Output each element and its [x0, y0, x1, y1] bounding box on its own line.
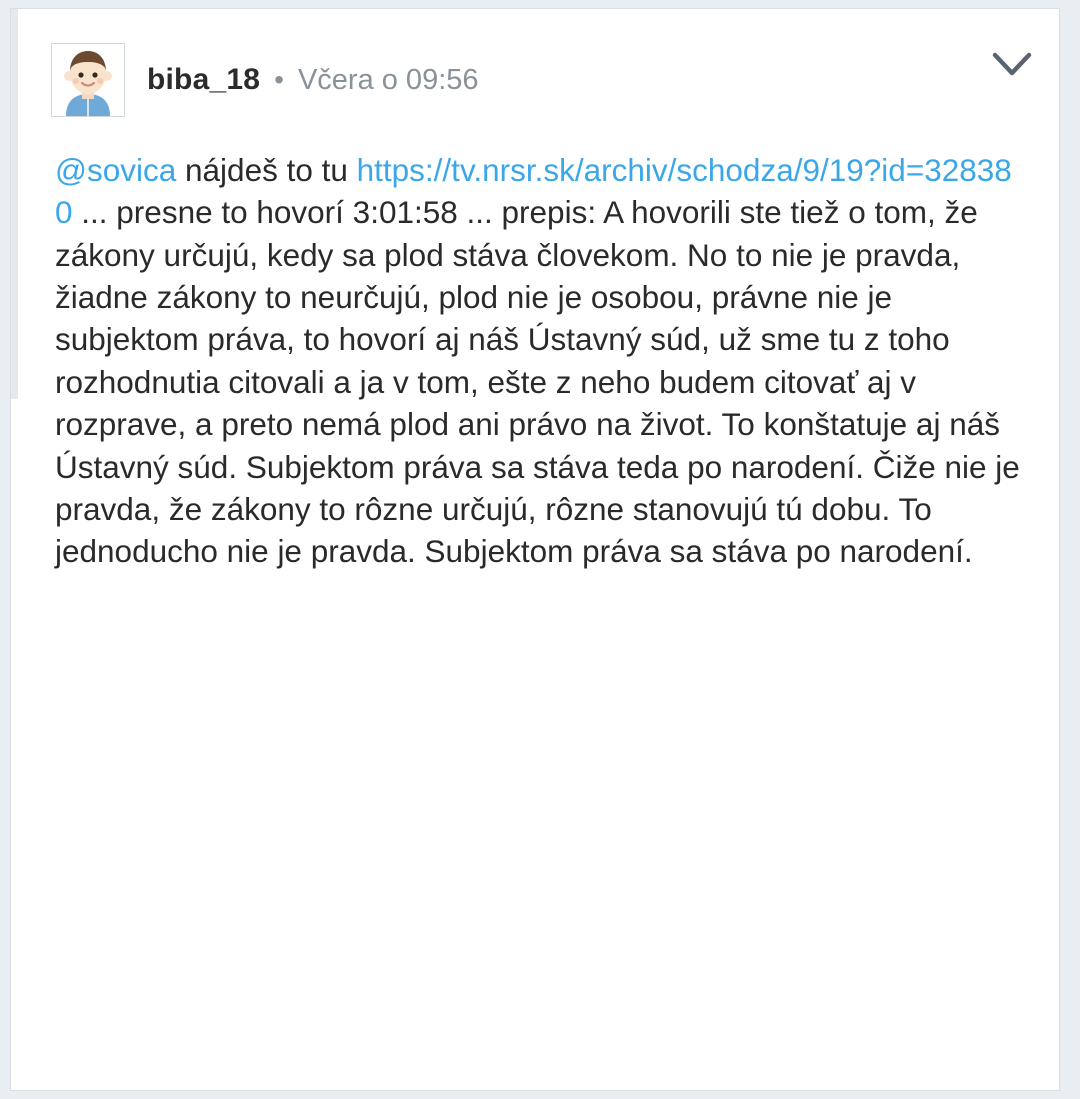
quote-accent-bar — [11, 9, 18, 399]
external-link[interactable]: https://tv.nrsr.sk/archiv/schodza/9/19?id=328380 — [55, 152, 1012, 231]
post-text-main: ... presne to hovorí 3:01:58 ... prepis: A hovorili ste tiež o tom, že zákony určujú, kedy sa plod stáva človekom. No to nie je pravda, žiadne zákony to neurčujú, plod nie je osobou, právne nie je subjektom práva, to hovorí aj náš Ústavný súd, už sme tu z toho rozhodnutia citovali a ja v tom, ešte z neho budem citovať aj v rozprave, a preto nemá plod ani právo na život. To konštatuje aj náš Ústavný súd. Subjektom práva sa stáva teda po narodení. Čiže nie je pravda, že zákony to rôzne určujú, rôzne stanovujú tú dobu. To jednoducho nie je pravda. Subjektom práva sa stáva po narodení. — [55, 194, 1020, 570]
post-body — [55, 149, 1025, 573]
post-card — [10, 8, 1060, 1091]
post-timestamp: Včera o 09:56 — [297, 63, 479, 96]
avatar[interactable] — [51, 43, 125, 117]
post-author[interactable]: biba_18 — [147, 63, 261, 96]
post-header — [51, 41, 1035, 119]
chevron-down-icon[interactable] — [985, 37, 1039, 91]
post-text-intro: nájdeš to tu — [176, 152, 357, 188]
mention-link[interactable]: @sovica — [55, 152, 177, 188]
meta-separator: • — [274, 64, 284, 95]
